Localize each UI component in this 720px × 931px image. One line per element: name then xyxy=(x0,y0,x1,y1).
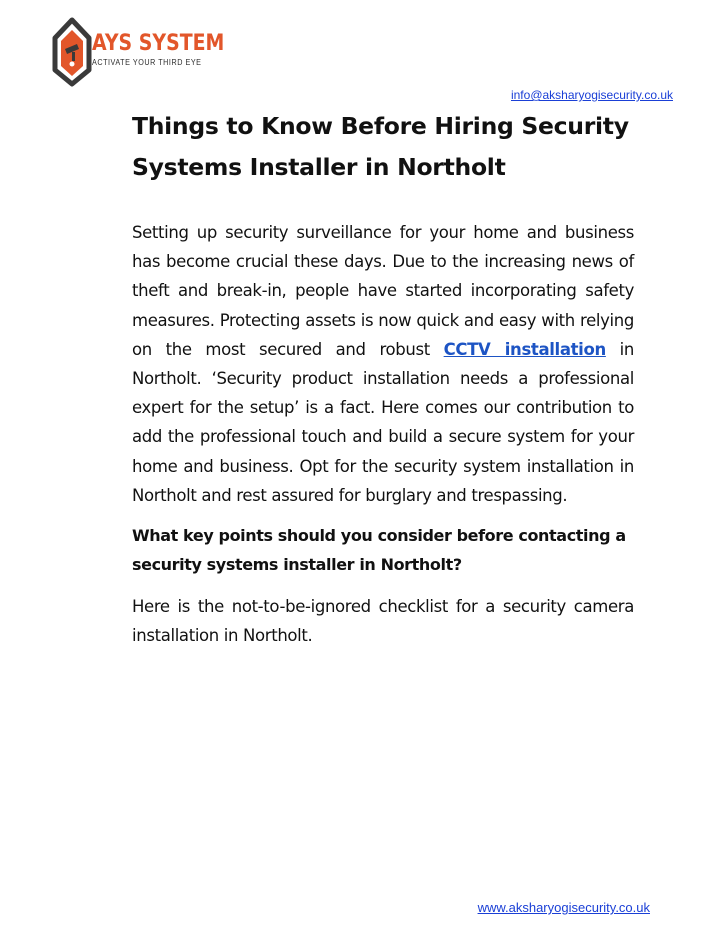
article xyxy=(132,106,634,650)
intro-paragraph xyxy=(132,218,634,510)
logo-tagline: ACTIVATE YOUR THIRD EYE xyxy=(92,58,202,67)
email-link[interactable]: info@aksharyogisecurity.co.uk xyxy=(510,88,673,102)
company-logo xyxy=(52,14,225,90)
section-heading: What key points should you consider before contacting a security systems installer in Northolt? xyxy=(132,526,626,574)
intro-text-end: in Northolt. ‘Security product installation needs a professional expert for the setup’ is a fact. Here comes our contribution to add the professional touch and build a secure system for your home and business. Opt for the security system installation in Northolt and rest assured for burglary and trespassing. xyxy=(132,339,634,505)
intro-text-start: Setting up security surveillance for your home and business has become crucial these days. Due to the increasing news of theft and break-in, people have started incorporating safety measures. Protecting assets is now quick and easy with relying on the most secured and robust xyxy=(132,223,634,359)
checklist-intro-paragraph: Here is the not-to-be-ignored checklist for a security camera installation in Northolt. xyxy=(132,597,634,646)
website-link[interactable]: www.aksharyogisecurity.co.uk xyxy=(477,900,650,915)
cctv-installation-link[interactable]: CCTV installation xyxy=(443,339,606,359)
logo-name: AYS SYSTEM xyxy=(92,31,225,56)
house-shield-icon xyxy=(52,16,92,88)
page-title: Things to Know Before Hiring Security Systems Installer in Northolt xyxy=(132,112,629,181)
